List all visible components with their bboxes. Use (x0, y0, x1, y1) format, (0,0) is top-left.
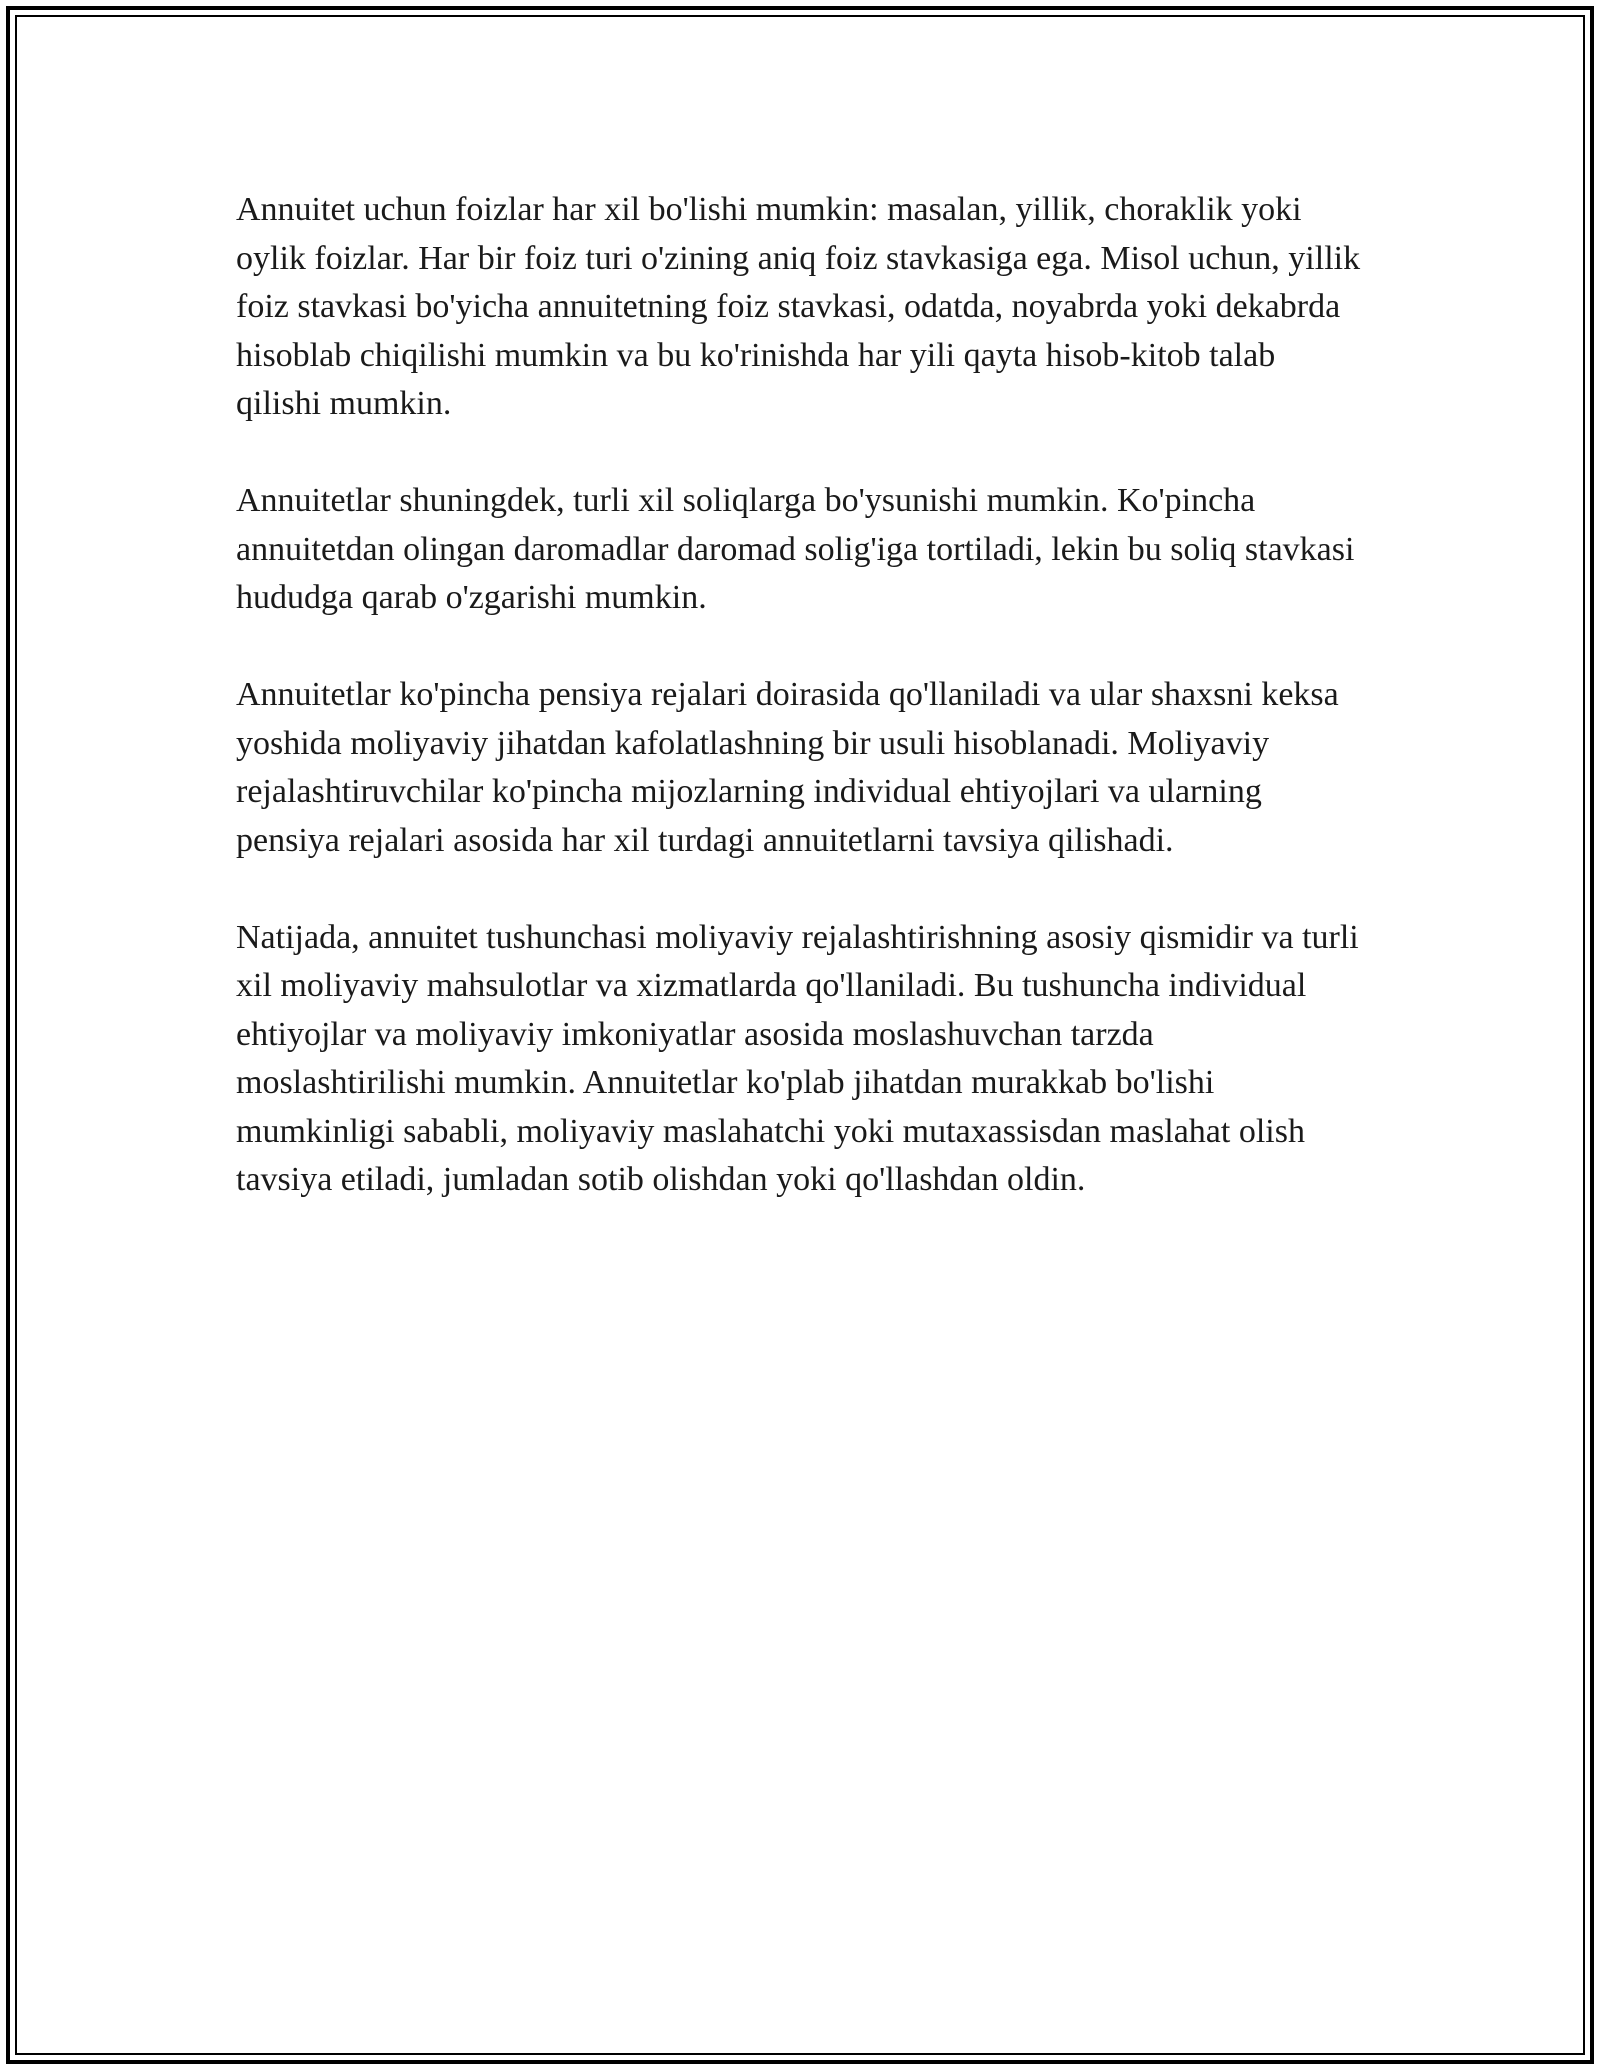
paragraph-conclusion: Natijada, annuitet tushunchasi moliyaviy rejalashtirishning asosiy qismidir va turli xil moliyaviy mahsulotlar va xizmatlarda qo'llaniladi. Bu tushuncha individual ehtiyojlar va moliyaviy imkoniyatlar asosida moslashuvchan tarzda moslashtirilishi mumkin. Annuitetlar ko'plab jihatdan murakkab bo'lishi mumkinligi sababli, moliyaviy maslahatchi yoki mutaxassisdan maslahat olish tavsiya etiladi, jumladan sotib olishdan yoki qo'llashdan oldin. (236, 918, 1359, 1198)
document-body (236, 186, 1366, 1253)
paragraph-pension-plans: Annuitetlar ko'pincha pensiya rejalari doirasida qo'llaniladi va ular shaxsni keksa yoshida moliyaviy jihatdan kafolatlashning bir usuli hisoblanadi. Moliyaviy rejalashtiruvchilar ko'pincha mijozlarning individual ehtiyojlari va ularning pensiya rejalari asosida har xil turdagi annuitetlarni tavsiya qilishadi. (236, 676, 1339, 859)
paragraph-taxes: Annuitetlar shuningdek, turli xil soliqlarga bo'ysunishi mumkin. Ko'pincha annuitetdan olingan daromadlar daromad solig'iga tortiladi, lekin bu soliq stavkasi hududga qarab o'zgarishi mumkin. (236, 482, 1355, 616)
paragraph-interest-types: Annuitet uchun foizlar har xil bo'lishi mumkin: masalan, yillik, choraklik yoki oylik foizlar. Har bir foiz turi o'zining aniq foiz stavkasiga ega. Misol uchun, yillik foiz stavkasi bo'yicha annuitetning foiz stavkasi, odatda, noyabrda yoki dekabrda hisoblab chiqilishi mumkin va bu ko'rinishda har yili qayta hisob-kitob talab qilishi mumkin. (236, 191, 1361, 422)
